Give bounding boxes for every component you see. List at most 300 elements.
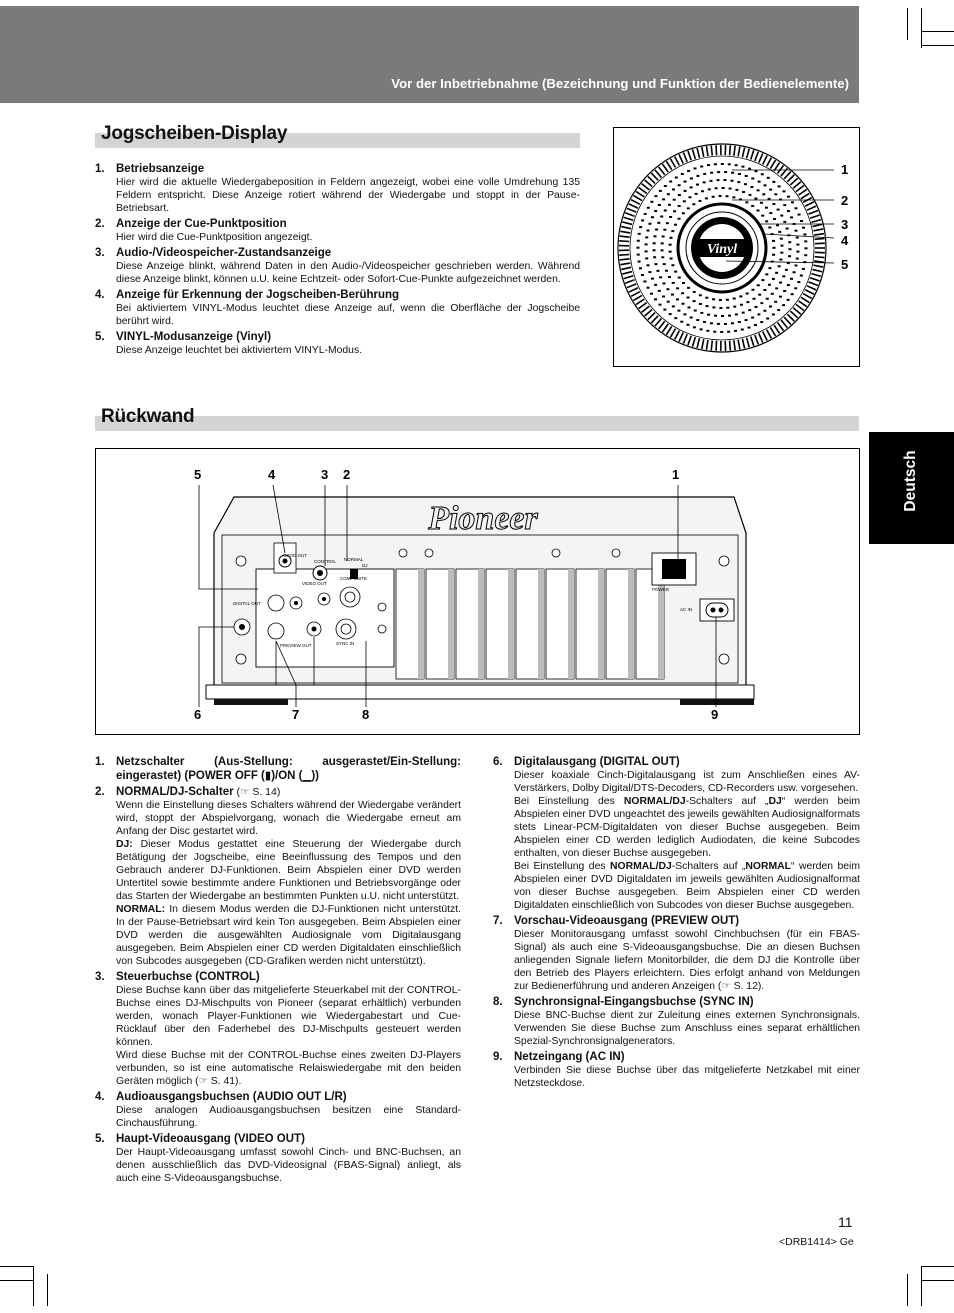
jog-segment <box>812 269 822 271</box>
jog-dot <box>707 164 710 166</box>
jog-dot <box>762 193 765 195</box>
jog-dot <box>783 221 786 223</box>
language-tab <box>869 432 954 544</box>
jog-dot <box>655 229 658 231</box>
jog-segment <box>711 340 712 350</box>
jog-dot <box>690 177 693 179</box>
callout-3: 3 <box>841 217 849 232</box>
jog-dot <box>802 268 805 270</box>
item-title: Netzschalter (Aus-Stellung: ausgerastet/Ein-Stellung: eingerastet) (POWER OFF (▮)/ON (▁)) <box>116 756 461 782</box>
jog-dot <box>663 229 666 231</box>
jog-dot <box>699 294 702 296</box>
section-title-jog: Jogscheiben-Display <box>101 123 288 144</box>
rear-item <box>493 995 860 1048</box>
item-number: 1. <box>95 163 105 175</box>
jog-item <box>95 288 580 328</box>
label-dj: DJ <box>362 563 368 568</box>
jog-segment <box>759 153 763 162</box>
jog-segment <box>767 330 772 339</box>
jog-dot <box>698 200 701 202</box>
jog-dot <box>654 195 657 197</box>
jog-dot <box>671 294 674 296</box>
jog-dot <box>695 193 698 195</box>
jog-dot <box>648 271 651 273</box>
item-number: 4. <box>95 1091 105 1103</box>
jog-segment <box>651 316 658 323</box>
jog-dot <box>726 195 729 197</box>
item-title: Anzeige für Erkennung der Jogscheiben-Berührung <box>116 289 400 301</box>
jog-segment <box>666 326 671 334</box>
callout-3: 3 <box>321 467 329 482</box>
jog-dot <box>687 287 690 289</box>
item-body: Diese analogen Audioausgangsbuchsen besitzen eine Standard-Cinchausführung. <box>116 1105 461 1129</box>
jog-dot <box>669 251 672 253</box>
jog-segment <box>629 204 638 208</box>
jog-segment <box>813 229 823 231</box>
jog-segment <box>784 317 791 324</box>
jog-dot <box>795 230 798 232</box>
item-lead: NORMAL/DJ <box>623 796 686 807</box>
jog-segment <box>648 313 655 320</box>
label-digital-out: DIGITAL OUT <box>233 601 261 606</box>
jog-dot <box>648 223 651 225</box>
jog-dot <box>766 298 769 300</box>
jog-dot <box>765 220 768 222</box>
jog-dot <box>765 273 768 275</box>
item-body: Hier wird die aktuelle Wiedergabeposition in Feldern angezeigt, wobei eine volle Umdrehung 135 Feldern entspricht. Diese Anzeige rotiert während der Wiedergabe und stoppt in der Pause-Betriebsart. <box>116 177 580 214</box>
jog-segment <box>790 178 797 185</box>
jog-dot <box>687 170 690 172</box>
jog-dot <box>772 247 775 249</box>
jog-dot <box>745 319 748 321</box>
jog-segment <box>679 154 683 163</box>
jog-dot <box>795 207 798 209</box>
jog-dot <box>712 196 715 198</box>
jog-segment <box>734 340 735 350</box>
jog-dot <box>721 315 724 317</box>
jog-segment <box>810 215 819 218</box>
jog-dot <box>678 194 681 196</box>
jog-dot <box>715 187 718 189</box>
jog-segment <box>692 337 695 347</box>
jog-dot <box>653 249 656 251</box>
jog-segment <box>805 290 814 294</box>
item-body: Diese Buchse kann über das mitgelieferte Steuerkabel mit der CONTROL-Buchse eines DJ-Mischpults von Pioneer (separat erhältlich) verbunden werden, wonach Player-Funktionen wie Wiedergabestart und Cue-Rücklauf über den Faderhebel des DJ-Mischpults gesteuert werden können. <box>116 985 461 1048</box>
jog-dot <box>707 314 710 316</box>
jog-dot <box>788 241 791 243</box>
jog-dot <box>751 205 754 207</box>
jog-dot <box>796 244 799 246</box>
rear-item <box>95 970 461 1088</box>
jog-dot <box>803 233 806 235</box>
item-body <box>116 838 461 903</box>
jog-dot <box>682 282 685 284</box>
jog-dot <box>738 173 741 175</box>
jog-dot <box>671 230 674 232</box>
jog-segment <box>730 341 731 351</box>
jog-dot <box>758 294 761 296</box>
heat-sink-shade <box>628 569 634 679</box>
item-title-suffix: (☞ S. 14) <box>233 786 281 798</box>
item-body: Diese Anzeige blinkt, während Daten in den Audio-/Videospeicher geschrieben werden. Während diese Anzeige blinkt, können u.U. keine Echtzeit- oder Sofort-Cue-Punkte aufgezeichnet werden. <box>116 261 580 285</box>
jog-dot <box>656 270 659 272</box>
item-body <box>116 903 461 968</box>
item-text: Bei Einstellung des <box>514 861 611 872</box>
section-bar-rear <box>95 406 859 431</box>
jog-dot <box>672 188 675 190</box>
label-video-out: VIDEO OUT <box>302 581 327 586</box>
jog-dot <box>673 199 676 201</box>
jog-dot <box>653 242 656 244</box>
jog-segment <box>636 299 644 304</box>
jog-segment <box>642 306 650 312</box>
jog-dot <box>687 207 690 209</box>
item-lead: NORMAL/DJ <box>610 861 672 872</box>
jog-dot <box>748 309 751 311</box>
jog-segment <box>767 158 772 167</box>
jog-dot <box>712 306 715 308</box>
item-title: Vorschau-Videoausgang (PREVIEW OUT) <box>514 915 740 927</box>
jog-dot <box>746 301 749 303</box>
jog-dot <box>662 295 665 297</box>
item-title: Digitalausgang (DIGITAL OUT) <box>514 756 680 768</box>
item-number: 2. <box>95 786 105 798</box>
jog-dot <box>662 198 665 200</box>
jog-segment <box>655 319 662 327</box>
jog-dot <box>778 231 781 233</box>
jog-segment <box>810 278 819 281</box>
jog-dot <box>637 254 640 256</box>
jog-dot <box>782 275 785 277</box>
jog-segment <box>683 334 687 343</box>
jog-dot <box>662 235 665 237</box>
jog-segment <box>781 168 787 176</box>
jog-segment <box>778 165 784 173</box>
item-number: 9. <box>493 1051 503 1063</box>
item-title: Anzeige der Cue-Punktposition <box>116 218 287 230</box>
jog-segment <box>781 320 787 328</box>
jog-dot <box>733 306 736 308</box>
jog-segment <box>627 284 636 288</box>
jog-dot <box>654 298 657 300</box>
jog-dot <box>720 331 723 333</box>
jog-dot <box>778 185 781 187</box>
jog-dot <box>654 263 657 265</box>
jog-segment <box>633 195 642 200</box>
jog-segment <box>755 152 759 161</box>
callout-9: 9 <box>711 707 719 722</box>
jog-dot <box>772 240 775 242</box>
section-bar-jog <box>95 123 580 148</box>
jog-segment <box>625 213 634 216</box>
jog-dot <box>686 324 689 326</box>
jog-dot <box>750 186 753 188</box>
jog-dot <box>683 200 686 202</box>
rear-item <box>95 755 461 783</box>
jog-dot <box>681 173 684 175</box>
jog-dot <box>641 274 644 276</box>
language-tab-label: Deutsch <box>901 450 919 512</box>
jog-dot <box>657 222 660 224</box>
jog-dot <box>638 261 641 263</box>
jog-segment <box>803 294 812 299</box>
item-number: 1. <box>95 756 105 768</box>
jog-segment <box>671 329 676 338</box>
jog-dot <box>637 240 640 242</box>
jog-dot <box>772 278 775 280</box>
jog-segment <box>666 161 671 169</box>
jog-segment <box>697 148 699 158</box>
jog-segment <box>801 193 809 198</box>
jog-dot <box>673 210 676 212</box>
jog-dot <box>763 310 766 312</box>
jog-dot <box>668 276 671 278</box>
jog-segment <box>738 147 740 157</box>
jog-dot <box>719 195 722 197</box>
jog-dot <box>723 179 726 181</box>
item-number: 8. <box>493 996 503 1008</box>
item-number: 7. <box>493 915 503 927</box>
jog-dot <box>745 175 748 177</box>
jog-dot <box>660 216 663 218</box>
jog-segment <box>702 147 704 157</box>
jog-dot <box>670 258 673 260</box>
item-lead: NORMAL <box>745 861 792 872</box>
jog-dot <box>693 300 696 302</box>
jog-item-list <box>95 162 580 359</box>
jog-dot <box>706 330 709 332</box>
rear-item-list-right <box>493 753 860 1092</box>
jog-segment <box>747 149 750 159</box>
jog-dot <box>654 235 657 237</box>
jog-dot <box>733 298 736 300</box>
rear-item <box>95 1090 461 1130</box>
jog-dot <box>787 299 790 301</box>
rear-panel-figure <box>95 448 860 735</box>
jog-segment <box>619 254 629 255</box>
item-text: In diesem Modus werden die DJ-Funktionen nicht unterstützt. In der Pause-Betriebsart wird kein Ton ausgegeben. Beim Abspielen einer DVD werden die ausgewählten Audiosignale vom Digitalausgang ausgegeben. Beim Abspielen einer CD werden Digitaldaten einschließlich von Subcodes ausgegeben (CD-Grafiken werden nicht unterstützt). <box>116 904 461 967</box>
jog-segment <box>645 180 653 187</box>
pioneer-logo: Pioneer <box>428 500 538 537</box>
jog-dot <box>755 170 758 172</box>
jog-segment <box>730 145 731 155</box>
jog-segment <box>706 340 708 350</box>
jog-dot <box>760 302 763 304</box>
item-text: “ werden beim Abspielen einer DVD Digitaldaten im jeweils gewählten Audiosignalformat von dieser Buchse ausgegeben. Beim Abspielen einer CD werden Digitaldaten einschließlich von Subcodes von dieser Buchse ausgegeben. <box>514 861 861 911</box>
page-number: 11 <box>838 1214 853 1230</box>
jog-segment <box>755 335 759 344</box>
jog-dot <box>722 187 725 189</box>
jog-segment <box>659 321 665 329</box>
item-title: NORMAL/DJ-Schalter <box>116 786 234 798</box>
jog-dot <box>699 303 702 305</box>
rear-item <box>493 755 860 912</box>
jog-dot <box>653 256 656 258</box>
jog-dot <box>764 184 767 186</box>
jog-dot <box>639 226 642 228</box>
heat-sink-shade <box>418 569 424 679</box>
heat-sink-shade <box>538 569 544 679</box>
jog-segment <box>624 217 634 220</box>
jog-dot <box>694 310 697 312</box>
jog-segment <box>625 280 634 283</box>
jog-segment <box>751 336 754 346</box>
jog-dot <box>693 326 696 328</box>
jog-dot <box>769 212 772 214</box>
jog-dot <box>690 316 693 318</box>
jog-dot <box>757 313 760 315</box>
jog-segment <box>793 182 801 188</box>
jog-dot <box>712 298 715 300</box>
jog-dot <box>684 190 687 192</box>
jog-segment <box>631 292 640 297</box>
jog-dot <box>678 218 681 220</box>
jog-dot <box>646 287 649 289</box>
vinyl-logo: Vinyl <box>706 242 738 257</box>
jog-dot <box>687 296 690 298</box>
jog-dot <box>772 313 775 315</box>
section-title-rear: Rückwand <box>101 406 195 427</box>
jog-segment <box>778 323 784 331</box>
jog-dot <box>726 299 729 301</box>
jog-dot <box>637 247 640 249</box>
jog-segment <box>814 261 824 262</box>
jog-item <box>95 246 580 286</box>
label-composite: COMPOSITE <box>340 576 368 581</box>
jog-dot <box>787 284 790 286</box>
jog-dot <box>796 258 799 260</box>
item-lead: DJ: <box>116 839 133 850</box>
jog-segment <box>631 200 640 205</box>
jog-dot <box>768 227 771 229</box>
jog-dot <box>763 289 766 291</box>
item-body: Wenn die Einstellung dieses Schalters während der Wiedergabe verändert wird, stoppt der Abspielvorgang, wonach die Wiedergabe erneut am Anfang der Disc gestartet wird. <box>116 800 461 837</box>
jog-segment <box>645 309 653 316</box>
jog-item <box>95 162 580 215</box>
jog-dot <box>768 267 771 269</box>
jog-segment <box>763 332 767 341</box>
jog-segment <box>784 171 791 178</box>
jog-dot <box>693 291 696 293</box>
label-control: CONTROL <box>314 559 337 564</box>
jog-dot <box>782 304 785 306</box>
jog-segment <box>621 227 631 229</box>
callout-5: 5 <box>841 257 849 272</box>
crop-mark <box>921 1266 954 1267</box>
item-text: “ werden beim Abspielen einer DVD ungeachtet des jeweils gewählten Audiosignalformats stets Linear-PCM-Digitaldaten von dieser Buchse ausgegeben. Beim Abspielen einer CD werden lediglich Audiodaten, die keine Subcodes enthalten, von dieser Buchse ausgegeben. <box>514 796 861 859</box>
jog-dot <box>667 193 670 195</box>
jog-dot <box>724 323 727 325</box>
jog-dot <box>797 281 800 283</box>
callout-2: 2 <box>343 467 351 482</box>
jog-dot <box>669 244 672 246</box>
jog-dot <box>777 309 780 311</box>
jog-dot <box>694 167 697 169</box>
jog-dot <box>683 313 686 315</box>
item-body: Dieser koaxiale Cinch-Digitalausgang ist zum Anschließen eines AV-Verstärkers, Dolby Digital/DTS-Decoders, CD-Recorders usw. vorgesehen. <box>514 770 860 794</box>
jog-segment <box>815 257 825 258</box>
jog-dot <box>677 310 680 312</box>
jog-segment <box>811 274 821 277</box>
jog-dot <box>732 196 735 198</box>
callout-5: 5 <box>194 467 202 482</box>
jog-dot <box>735 189 738 191</box>
item-body: Diese BNC-Buchse dient zur Zuleitung eines externen Synchronsignals. Verwenden Sie diese Buchse zum Anschluss eines separat erhältlichen Spezial-Synchronsignalgenerators. <box>514 1010 860 1047</box>
jog-dot <box>692 203 695 205</box>
jog-dot <box>783 290 786 292</box>
jog-dot <box>751 289 754 291</box>
jog-dot <box>645 236 648 238</box>
jog-dot <box>793 271 796 273</box>
crop-mark <box>907 1274 908 1306</box>
item-text: Bei Einstellung des <box>514 796 624 807</box>
rear-item <box>493 914 860 993</box>
jog-dot <box>668 204 671 206</box>
jog-dot <box>705 297 708 299</box>
label-normal: NORMAL <box>344 557 364 562</box>
jog-segment <box>790 311 797 318</box>
rear-panel-illustration <box>96 449 859 734</box>
jog-dot <box>773 218 776 220</box>
jog-segment <box>706 146 708 156</box>
jog-display-figure <box>613 127 860 367</box>
jog-segment <box>659 167 665 175</box>
callout-4: 4 <box>841 233 849 248</box>
jog-dot <box>772 254 775 256</box>
jog-segment <box>620 231 630 233</box>
jog-dot <box>765 207 768 209</box>
jog-dot <box>747 327 750 329</box>
heat-sink-shade <box>658 569 664 679</box>
jog-dot <box>767 177 770 179</box>
jog-dot <box>742 312 745 314</box>
jog-dot <box>678 184 681 186</box>
crop-mark <box>921 8 922 48</box>
jog-dot <box>760 202 763 204</box>
jog-dot <box>661 256 664 258</box>
jog-dot <box>735 313 738 315</box>
jog-dot <box>779 282 782 284</box>
jog-dot <box>787 196 790 198</box>
jog-dot <box>775 272 778 274</box>
jog-segment <box>648 176 655 183</box>
jog-segment <box>763 155 767 164</box>
jog-dot <box>746 293 749 295</box>
rear-item <box>95 785 461 968</box>
jog-segment <box>662 324 668 332</box>
jog-segment <box>683 153 687 162</box>
jog-dot <box>791 201 794 203</box>
jog-dot <box>768 284 771 286</box>
jog-segment <box>639 303 647 309</box>
jog-dot <box>800 275 803 277</box>
item-body: Dieser Monitorausgang umfasst sowohl Cinchbuchsen (für ein FBAS-Signal) als auch eine S-Videoausgangsbuchse. Die an diesen Buchsen anliegenden Signale liefern Monitorbilder, die dem DJ die Kontrolle über den Betrieb des Players erleichtern. Dies erfolgt anhand von Meldungen zur Bedienerführung und anderen Anzeigen (☞ S. 12). <box>514 929 860 992</box>
jog-segment <box>636 191 644 196</box>
jog-dot <box>727 331 730 333</box>
item-title: Audio-/Videospeicher-Zustandsanzeige <box>116 247 332 259</box>
jog-dot <box>696 175 699 177</box>
jog-item <box>95 217 580 244</box>
item-body: Hier wird die Cue-Punktposition angezeigt. <box>116 232 313 243</box>
jog-dot <box>731 322 734 324</box>
jog-dot <box>729 188 732 190</box>
jog-dot <box>716 179 719 181</box>
item-number: 5. <box>95 331 105 343</box>
header-title: Vor der Inbetriebnahme (Bezeichnung und Funktion der Bedienelemente) <box>391 76 849 91</box>
crop-mark <box>907 8 908 40</box>
jog-dot <box>710 322 713 324</box>
crop-mark <box>921 45 954 46</box>
